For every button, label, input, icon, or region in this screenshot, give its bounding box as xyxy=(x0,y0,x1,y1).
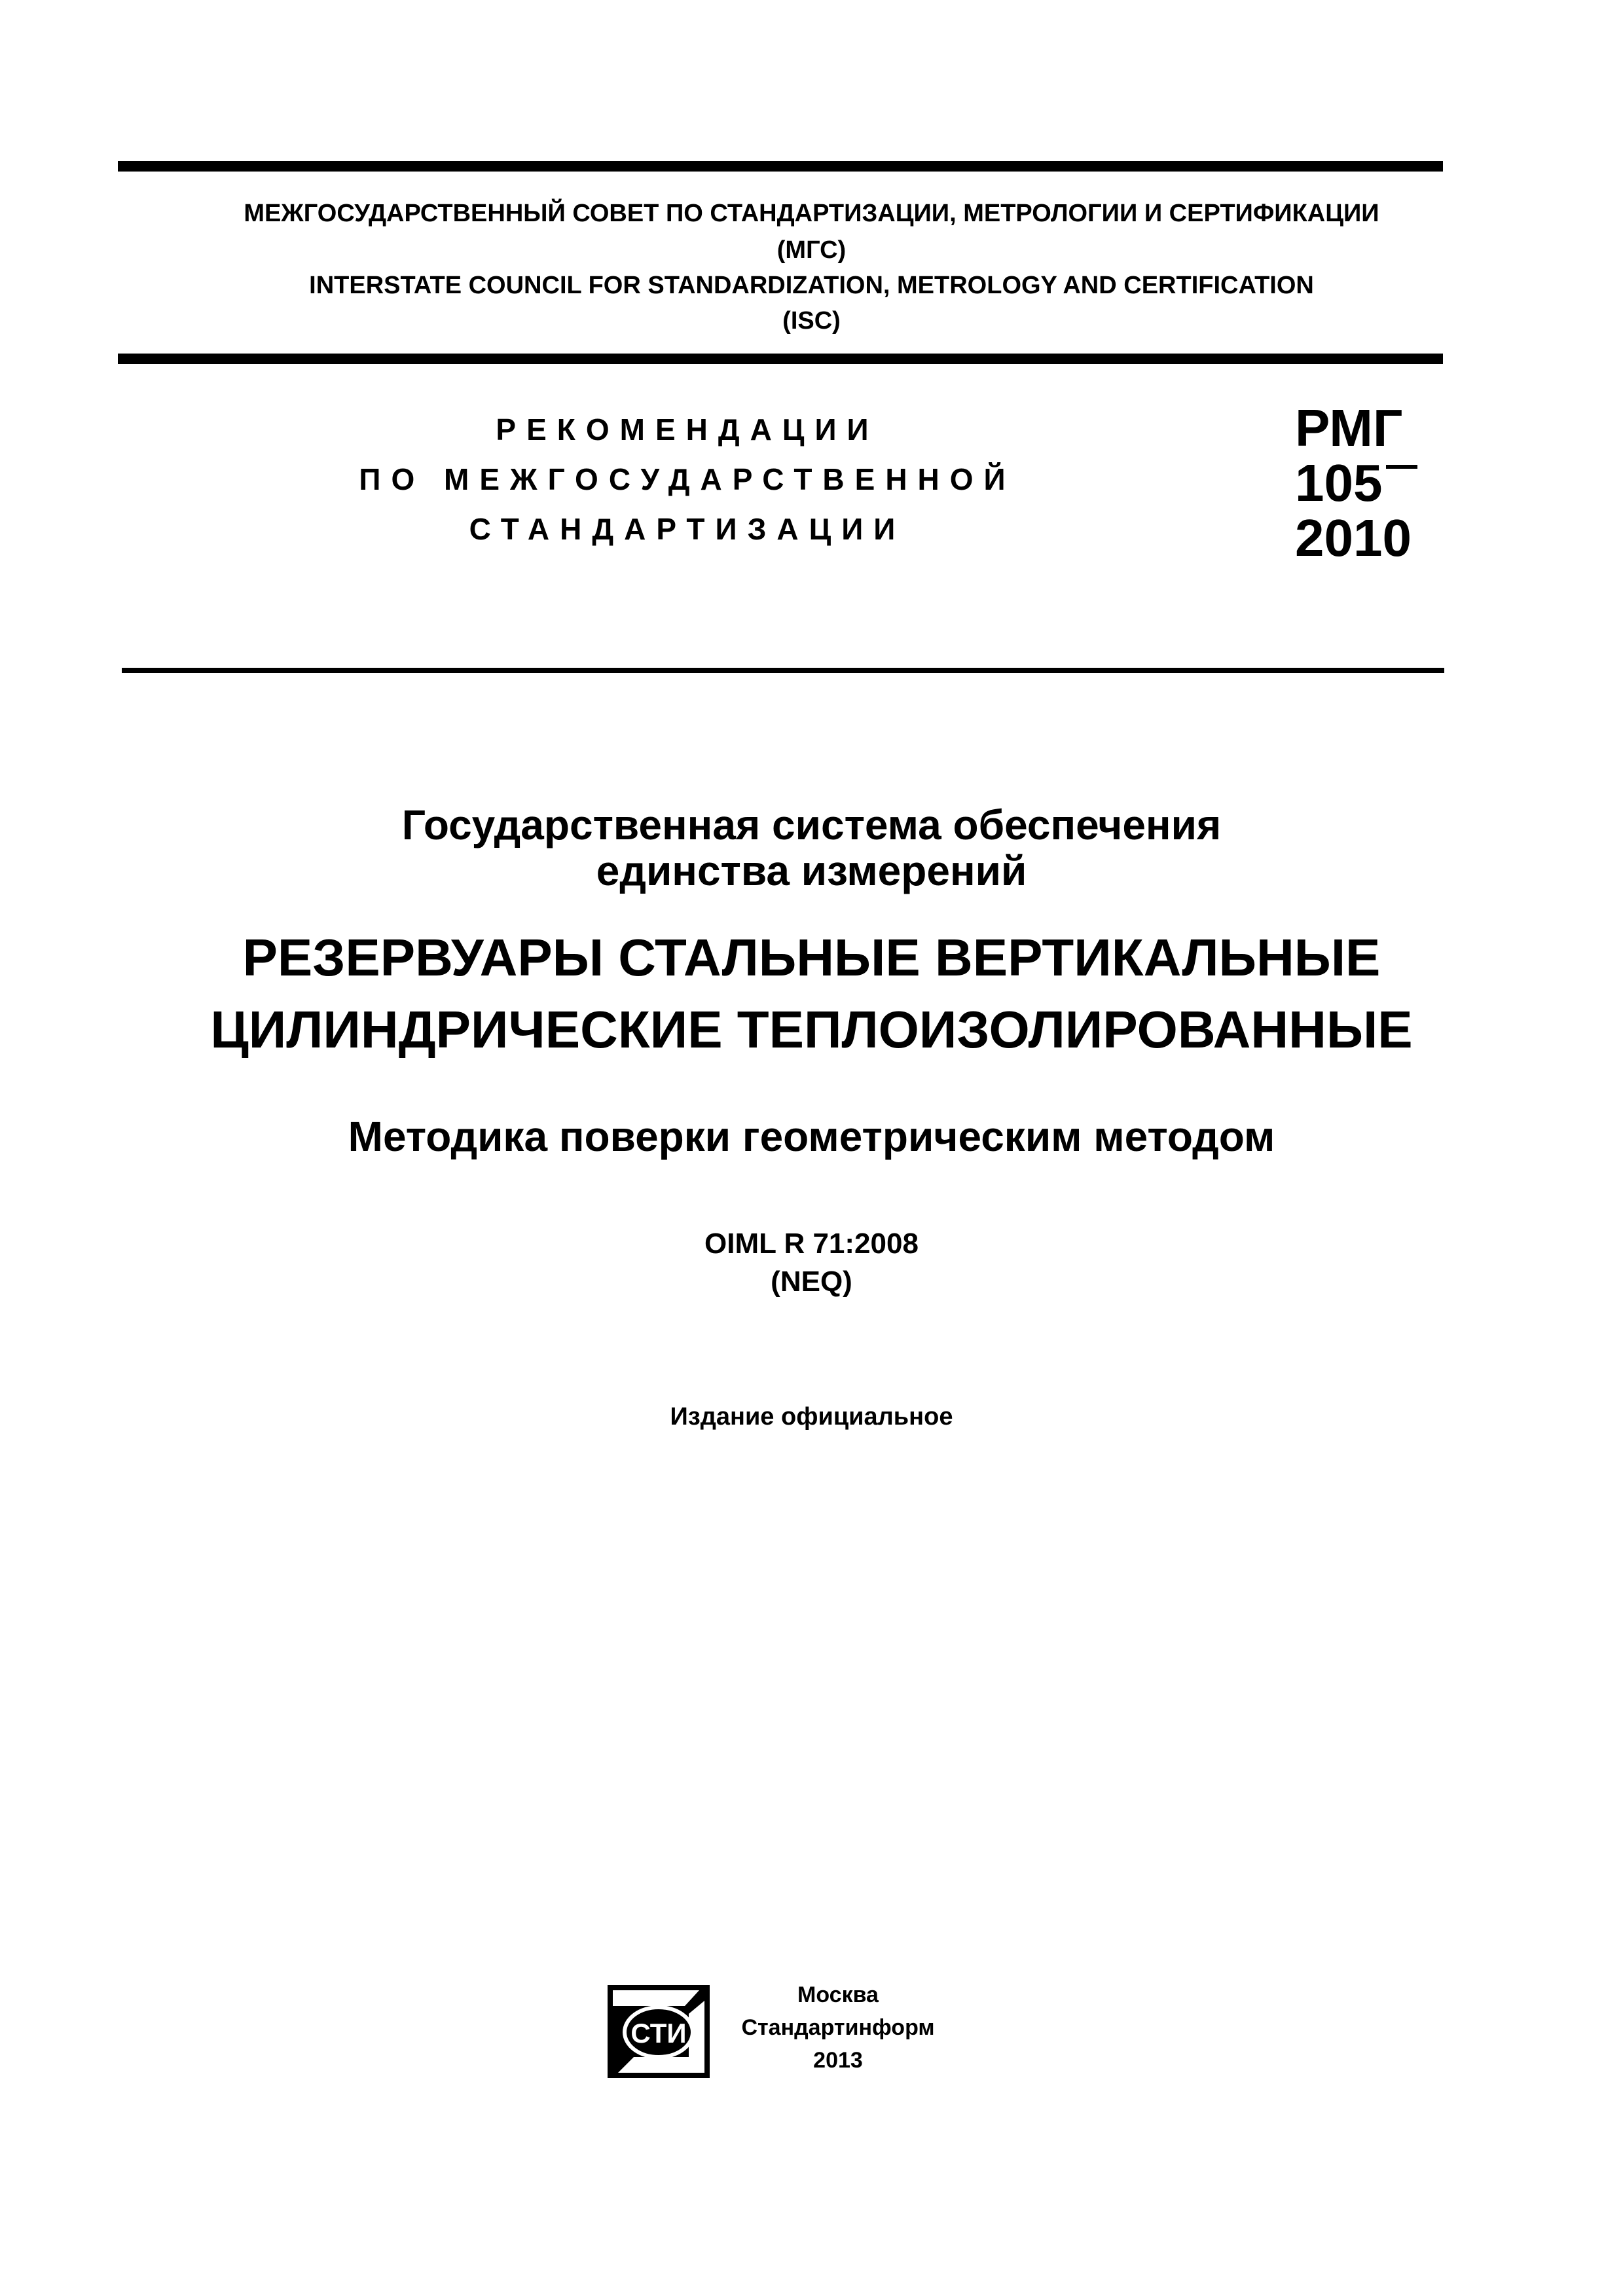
edition-label: Издание официальное xyxy=(670,1403,953,1430)
council-ru-abbr: (МГС) xyxy=(776,236,847,264)
code-dash-icon xyxy=(1386,465,1417,469)
publisher-name: Стандартинформ xyxy=(741,2015,935,2040)
standartinform-logo-icon xyxy=(608,1985,710,2078)
oiml-standard: OIML R 71:2008 xyxy=(704,1228,919,1260)
document-code-number-row xyxy=(1295,456,1417,511)
method-title: Методика поверки геометрическим методом xyxy=(348,1113,1275,1160)
document-code-year: 2010 xyxy=(1295,509,1412,567)
council-en-name: INTERSTATE COUNCIL FOR STANDARDIZATION, METROLOGY AND CERTIFICATION xyxy=(309,272,1314,299)
oiml-equivalence: (NEQ) xyxy=(771,1266,852,1298)
council-ru-name: МЕЖГОСУДАРСТВЕННЫЙ СОВЕТ ПО СТАНДАРТИЗАЦИИ, МЕТРОЛОГИИ И СЕРТИФИКАЦИИ xyxy=(244,200,1379,227)
council-bottom-rule xyxy=(118,354,1443,364)
publisher-year: 2013 xyxy=(813,2048,863,2073)
logo-text: СТИ xyxy=(630,2018,687,2049)
recommendations-block xyxy=(229,405,1146,554)
recommendations-line-2: ПО МЕЖГОСУДАРСТВЕННОЙ xyxy=(359,462,1016,496)
publisher-block xyxy=(727,1978,949,2077)
top-rule xyxy=(118,161,1443,172)
header-bottom-rule xyxy=(122,668,1444,673)
main-title-line-2: ЦИЛИНДРИЧЕСКИЕ ТЕПЛОИЗОЛИРОВАННЫЕ xyxy=(210,1000,1413,1059)
document-code-number: 105 xyxy=(1295,454,1383,512)
document-code xyxy=(1295,401,1417,566)
system-title-line-1: Государственная система обеспечения xyxy=(401,801,1222,848)
publisher-city: Москва xyxy=(797,1982,879,2007)
recommendations-line-1: РЕКОМЕНДАЦИИ xyxy=(496,412,879,446)
document-code-prefix: РМГ xyxy=(1295,399,1403,457)
main-title-line-1: РЕЗЕРВУАРЫ СТАЛЬНЫЕ ВЕРТИКАЛЬНЫЕ xyxy=(242,928,1381,987)
council-en-abbr: (ISC) xyxy=(782,307,841,335)
recommendations-line-3: СТАНДАРТИЗАЦИИ xyxy=(469,512,906,546)
system-title-line-2: единства измерений xyxy=(596,847,1027,894)
